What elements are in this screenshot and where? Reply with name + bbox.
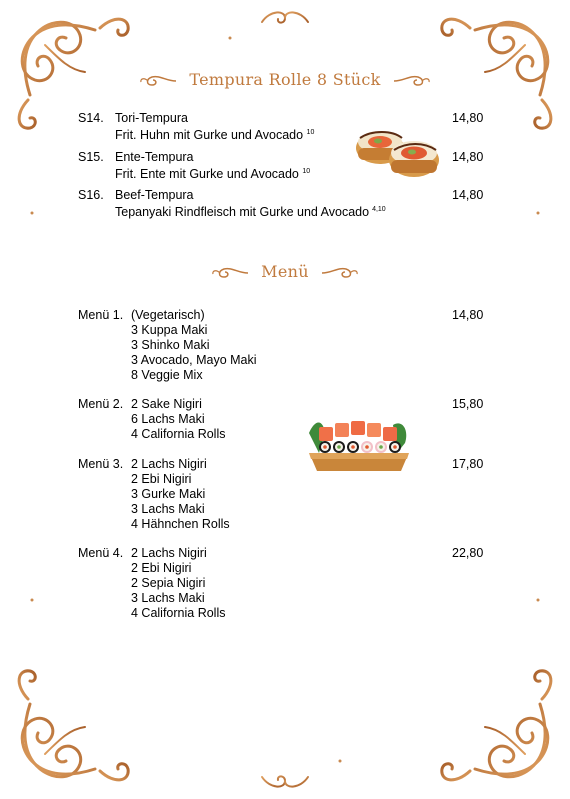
tempura-section-header <box>0 70 570 89</box>
menu-line: 3 Gurke Maki <box>131 487 206 501</box>
right-flourish-icon <box>320 265 360 281</box>
menu-line: 2 Sepia Nigiri <box>131 576 206 590</box>
item-price: 14,80 <box>452 111 484 125</box>
allergen-codes: 10 <box>302 168 311 175</box>
tempura-roll-image <box>352 122 442 184</box>
item-description: Tepanyaki Rindfleisch mit Gurke und Avocado <box>115 205 370 219</box>
menu-line: 2 Ebi Nigiri <box>131 472 192 486</box>
menu-section-header <box>0 262 570 281</box>
item-name: Beef-Tempura <box>115 188 194 202</box>
left-flourish-icon <box>138 73 178 89</box>
tempura-section-title: Tempura Rolle 8 Stück <box>189 70 381 89</box>
corner-ornament-bottom-right <box>442 671 551 780</box>
menu-line: 3 Kuppa Maki <box>131 323 208 337</box>
allergen-codes: 4,10 <box>372 206 386 213</box>
menu-line: 2 Lachs Nigiri <box>131 546 207 560</box>
menu-line: 3 Avocado, Mayo Maki <box>131 353 257 367</box>
menu-line: 3 Shinko Maki <box>131 338 210 352</box>
menu-code: Menü 4. <box>78 546 124 560</box>
menu-price: 22,80 <box>452 546 484 560</box>
menu-code: Menü 1. <box>78 308 124 322</box>
sushi-platter-image <box>305 413 413 475</box>
menu-section-title: Menü <box>261 262 309 281</box>
menu-line: (Vegetarisch) <box>131 308 205 322</box>
corner-ornament-bottom-left <box>19 671 128 780</box>
item-description: Frit. Huhn mit Gurke und Avocado <box>115 128 304 142</box>
menu-price: 14,80 <box>452 308 484 322</box>
item-name: Tori-Tempura <box>115 111 188 125</box>
item-description: Frit. Ente mit Gurke und Avocado <box>115 167 299 181</box>
item-code: S15. <box>78 150 104 164</box>
item-code: S14. <box>78 111 104 125</box>
menu-price: 17,80 <box>452 457 484 471</box>
menu-price: 15,80 <box>452 397 484 411</box>
allergen-codes: 10 <box>306 129 315 136</box>
menu-line: 2 Lachs Nigiri <box>131 457 207 471</box>
menu-line: 8 Veggie Mix <box>131 368 203 382</box>
menu-line: 2 Ebi Nigiri <box>131 561 192 575</box>
item-name: Ente-Tempura <box>115 150 194 164</box>
item-price: 14,80 <box>452 150 484 164</box>
menu-code: Menü 2. <box>78 397 124 411</box>
menu-line: 4 California Rolls <box>131 606 226 620</box>
menu-line: 3 Lachs Maki <box>131 502 205 516</box>
menu-code: Menü 3. <box>78 457 124 471</box>
menu-line: 6 Lachs Maki <box>131 412 205 426</box>
right-flourish-icon <box>392 73 432 89</box>
left-flourish-icon <box>210 265 250 281</box>
menu-line: 4 California Rolls <box>131 427 226 441</box>
item-price: 14,80 <box>452 188 484 202</box>
menu-line: 3 Lachs Maki <box>131 591 205 605</box>
menu-line: 4 Hähnchen Rolls <box>131 517 230 531</box>
item-code: S16. <box>78 188 104 202</box>
menu-line: 2 Sake Nigiri <box>131 397 202 411</box>
